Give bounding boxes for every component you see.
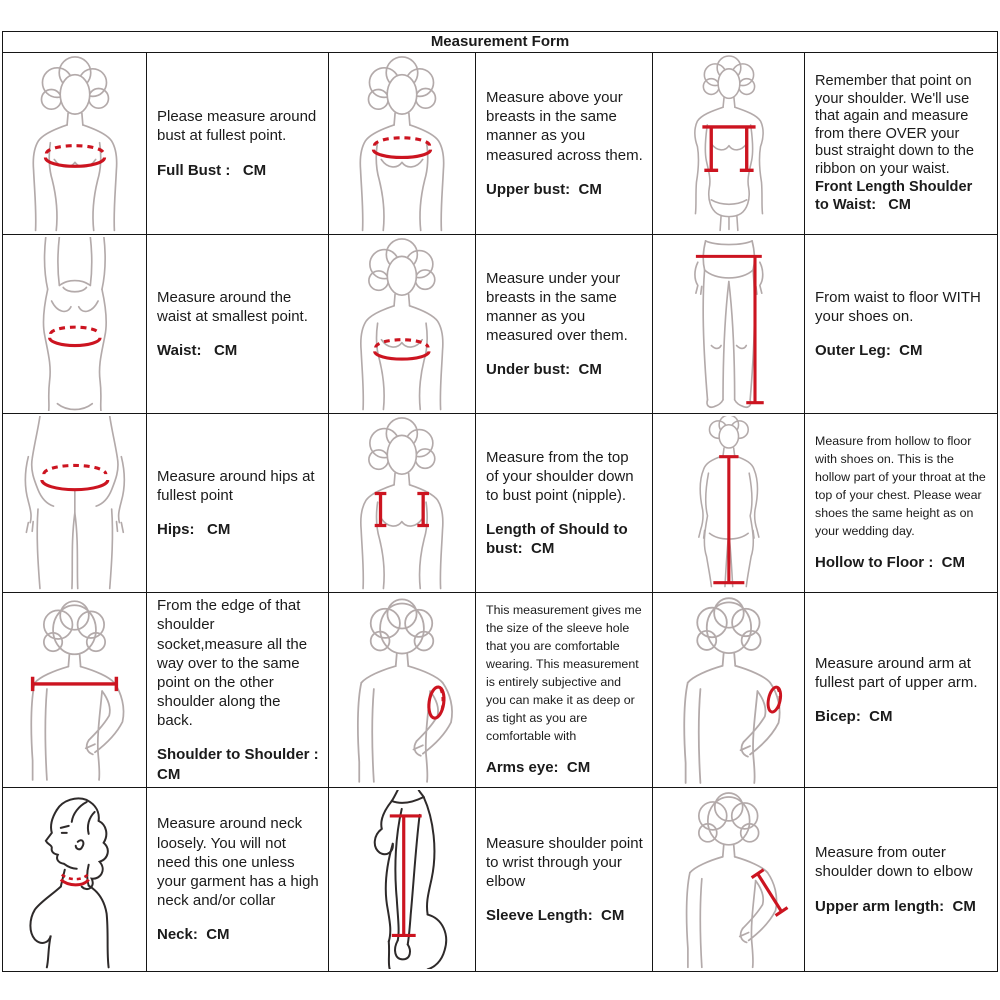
bicep-illustration xyxy=(655,595,803,785)
under-bust-instruction xyxy=(476,235,653,414)
hips-figure xyxy=(3,414,147,593)
shoulder-to-bust-instruction xyxy=(476,414,653,593)
sleeve-length-illustration xyxy=(332,790,471,969)
measurement-label: Neck: CM xyxy=(157,926,230,944)
measurement-label: Front Length Shoulder to Waist: CM xyxy=(815,179,977,213)
outer-leg-figure xyxy=(653,235,805,414)
sleeve-length-instruction xyxy=(476,788,653,971)
measurement-label: Outer Leg: CM xyxy=(815,342,923,360)
measurement-label: Bicep: CM xyxy=(815,708,893,726)
measurement-label: Arms eye: CM xyxy=(486,759,591,777)
measurement-label: Upper arm length: CM xyxy=(815,897,976,915)
outer-leg-instruction xyxy=(805,235,997,414)
outer-leg-illustration xyxy=(661,237,797,411)
front-length-illustration xyxy=(660,55,798,232)
hips-instruction xyxy=(147,414,329,593)
instruction-text: Measure from the top of your shoulder down to bust point (nipple). xyxy=(486,448,638,504)
measurement-label: Sleeve Length: CM xyxy=(486,907,625,925)
instruction-text: Measure around arm at fullest part of upper arm. xyxy=(815,654,978,691)
shoulder-to-bust-figure xyxy=(329,414,476,593)
instruction-text: From waist to floor WITH your shoes on. xyxy=(815,288,986,325)
instruction-text: Measure under your breasts in the same manner as you measured over them. xyxy=(486,269,628,345)
arms-eye-instruction xyxy=(476,593,653,788)
instruction-text: This measurement gives me the size of the sleeve hole that you are comfortable wearing. This measurement is entirely subjective and you can make it as deep or as tight as you are comfortable with xyxy=(486,603,646,744)
upper-arm-length-instruction xyxy=(805,788,997,971)
measurement-label: Under bust: CM xyxy=(486,361,602,379)
upper-arm-length-illustration xyxy=(659,790,798,969)
measurement-label: Hips: CM xyxy=(157,521,231,539)
arms-eye-illustration xyxy=(329,595,475,785)
upper-bust-figure xyxy=(329,53,476,235)
measurement-label: Upper bust: CM xyxy=(486,180,602,198)
upper-bust-instruction xyxy=(476,53,653,235)
bicep-figure xyxy=(653,593,805,788)
waist-instruction xyxy=(147,235,329,414)
full-bust-illustration xyxy=(6,55,144,232)
front-length-shoulder-to-waist-figure xyxy=(653,53,805,235)
shoulder-to-shoulder-illustration xyxy=(3,595,146,785)
front-length-instruction xyxy=(805,53,997,235)
shoulder-to-shoulder-instruction xyxy=(147,593,329,788)
hollow-to-floor-figure xyxy=(653,414,805,593)
full-bust-instruction xyxy=(147,53,329,235)
bicep-instruction xyxy=(805,593,997,788)
instruction-text: Measure from hollow to floor with shoes on. This is the hollow part of your throat at the top of your chest. Please wear shoes the same height as on your wedding day. xyxy=(815,434,990,539)
full-bust-figure xyxy=(3,53,147,235)
upper-bust-illustration xyxy=(333,55,471,232)
waist-illustration xyxy=(7,237,143,411)
waist-figure xyxy=(3,235,147,414)
hollow-to-floor-illustration xyxy=(661,416,797,590)
measurement-label: Waist: CM xyxy=(157,342,238,360)
measurement-table xyxy=(3,53,997,971)
sleeve-length-figure xyxy=(329,788,476,971)
instruction-text: Measure around hips at fullest point xyxy=(157,467,319,504)
neck-illustration xyxy=(5,790,144,969)
form-title: Measurement Form xyxy=(3,32,997,53)
neck-instruction xyxy=(147,788,329,971)
measurement-label: Length of Should to bust: CM xyxy=(486,521,632,558)
arms-eye-figure xyxy=(329,593,476,788)
measurement-label: Hollow to Floor : CM xyxy=(815,554,965,572)
shoulder-to-bust-illustration xyxy=(334,416,470,590)
instruction-text: Measure above your breasts in the same manner as you measured across them. xyxy=(486,89,643,164)
instruction-text: Remember that point on your shoulder. We'll use that again and measure from there OVER your bust straight down to the ribbon on your waist. xyxy=(815,73,979,177)
measurement-label: Shoulder to Shoulder : CM xyxy=(157,746,323,783)
hollow-to-floor-instruction xyxy=(805,414,997,593)
neck-figure xyxy=(3,788,147,971)
measurement-label: Full Bust : CM xyxy=(157,161,267,179)
instruction-text: Measure shoulder point to wrist through your elbow xyxy=(486,834,647,890)
instruction-text: From the edge of that shoulder socket,measure all the way over to the same point on the other shoulder along the back. xyxy=(157,597,312,730)
under-bust-illustration xyxy=(334,237,470,411)
upper-arm-length-figure xyxy=(653,788,805,971)
hips-illustration xyxy=(7,416,143,590)
instruction-text: Measure from outer shoulder down to elbow xyxy=(815,844,973,881)
instruction-text: Please measure around bust at fullest point. xyxy=(157,108,321,145)
instruction-text: Measure around neck loosely. You will not need this one unless your garment has a high neck and/or collar xyxy=(157,815,323,910)
shoulder-to-shoulder-figure xyxy=(3,593,147,788)
under-bust-figure xyxy=(329,235,476,414)
measurement-form xyxy=(2,31,998,972)
instruction-text: Measure around the waist at smallest point. xyxy=(157,288,308,325)
